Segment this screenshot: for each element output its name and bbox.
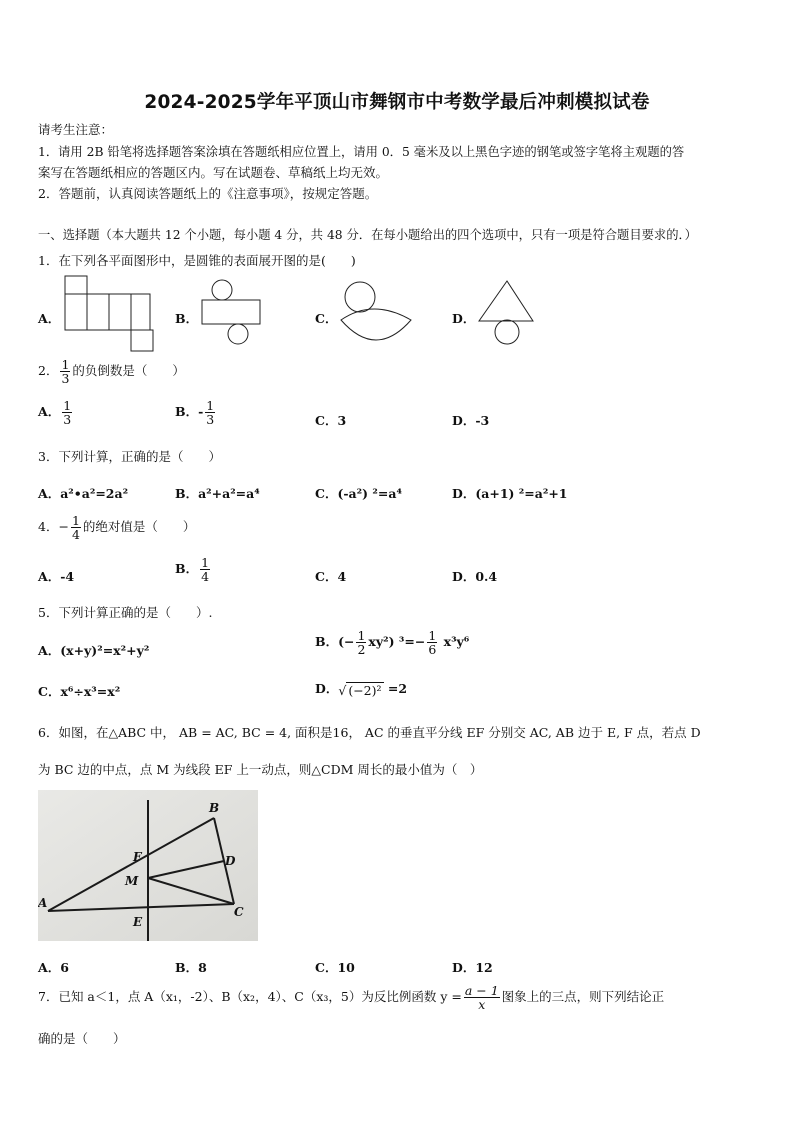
section-heading: 一、选择题（本大题共 12 个小题，每小题 4 分，共 48 分．在每小题给出的四个选项中，只有一项是符合题目要求的．） [38,228,697,242]
q6-option-c[interactable]: C．10 [315,960,355,975]
q5-d-prefix: D． [315,681,339,696]
question-1-stem: 1．在下列各平面图形中，是圆锥的表面展开图的是( ) [38,253,356,268]
q4-option-c[interactable]: C．4 [315,569,347,584]
question-6-line-2: 为 BC 边的中点，点 M 为线段 EF 上一动点，则△CDM 周长的最小值为（ ） [38,762,483,777]
q2-a-denominator: 3 [63,412,72,428]
q7-frac-denominator: x [478,997,486,1013]
q2-a-numerator: 1 [63,398,72,413]
q5-b-prefix: B．(− [315,634,355,650]
q6-label-c: C [234,905,244,919]
q2-option-c[interactable]: C．3 [315,413,347,428]
q5-option-d[interactable] [315,679,407,698]
question-5-stem: 5．下列计算正确的是（ ）. [38,605,213,620]
q4-b-numerator: 1 [201,555,210,570]
q4-number: 4． [38,519,59,535]
q1-option-a-label[interactable]: A． [38,311,61,326]
question-4-stem [38,514,195,541]
q4-option-a[interactable]: A．-4 [38,569,75,584]
q3-option-b[interactable]: B．a²+a²=a⁴ [175,486,260,501]
question-2-stem [38,358,185,385]
q5-b-suffix: x³y⁶ [439,634,470,650]
q6-label-a: A [38,896,48,910]
notice-line-1b: 案写在答题纸相应的答题区内。写在试题卷、草稿纸上均无效。 [38,165,389,180]
q5-option-a[interactable]: A．(x+y)²=x²+y² [38,643,150,658]
q6-option-a[interactable]: A．6 [38,960,69,975]
q2-stem-rest: 的负倒数是（ ） [72,363,185,379]
q3-option-d[interactable]: D．(a+1) ²=a²+1 [452,486,568,501]
q2-fraction [60,358,70,385]
q4-option-b[interactable] [175,556,212,583]
q2-option-a[interactable] [38,399,74,426]
q1-option-b-figure [198,278,264,346]
q2-option-b[interactable] [175,399,217,426]
question-3-stem: 3．下列计算，正确的是（ ） [38,449,221,464]
q4-option-d[interactable]: D．0.4 [452,569,498,584]
q5-b-middle: xy²) ³=− [368,634,426,650]
q4-b-denominator: 4 [201,569,210,585]
question-6-line-1: 6．如图，在△ABC 中， AB = AC, BC = 4, 面积是16， AC 的垂直平分线 EF 分别交 AC, AB 边于 E, F 点，若点 D [38,725,701,740]
q3-option-a[interactable]: A．a²•a²=2a² [38,486,129,501]
q6-label-d: D [225,854,236,868]
q6-figure [38,790,258,941]
q2-option-b-fraction [205,399,215,426]
question-7-line-1 [38,984,664,1011]
q2-option-d[interactable]: D．-3 [452,413,490,428]
notice-heading: 请考生注意： [38,122,114,137]
q5-b-numerator-1: 1 [357,628,366,643]
q4-stem-rest: 的绝对值是（ ） [82,519,196,535]
q2-frac-numerator: 1 [61,357,70,372]
q6-label-f: F [133,850,142,864]
q1-option-a-figure [62,274,154,354]
q2-b-denominator: 3 [206,412,215,428]
q7-prefix: 7．已知 a＜1，点 A（x₁，-2）、B（x₂，4）、C（x₃，5）为反比例函数 y = [38,989,462,1005]
q4-frac-numerator: 1 [71,513,80,528]
q6-option-b[interactable]: B．8 [175,960,207,975]
q5-option-b[interactable] [315,629,469,656]
q5-d-suffix: =2 [383,681,408,696]
q1-option-b-label[interactable]: B． [175,311,199,326]
q2-option-b-sign: - [198,404,204,420]
q3-option-c[interactable]: C．(-a²) ²=a⁴ [315,486,402,501]
q7-suffix: 图象上的三点，则下列结论正 [501,989,665,1005]
q6-label-e: E [133,915,143,929]
q4-option-b-fraction [200,556,210,583]
q5-option-c[interactable]: C．x⁶÷x³=x² [38,684,121,699]
q4-frac-denominator: 4 [71,527,80,543]
q5-b-denominator-1: 2 [357,642,366,658]
q6-label-b: B [209,801,220,815]
q2-option-b-label: B． [175,404,199,420]
q5-b-numerator-2: 1 [428,628,437,643]
q7-fraction [464,984,500,1011]
q4-fraction [71,514,81,541]
q2-b-numerator: 1 [206,398,215,413]
q5-d-sqrt [338,682,383,698]
q6-option-d[interactable]: D．12 [452,960,493,975]
notice-line-2: 2．答题前，认真阅读答题纸上的《注意事项》，按规定答题。 [38,186,378,201]
q2-number: 2． [38,363,59,379]
q6-label-m: M [125,874,139,888]
q2-frac-denominator: 3 [61,371,70,387]
q4-sign: − [58,519,69,535]
q2-option-a-fraction [62,399,72,426]
q1-option-d-figure [476,278,538,348]
q5-b-fraction-1 [356,629,366,656]
q5-b-fraction-2 [427,629,437,656]
q7-frac-numerator: a − 1 [464,983,499,998]
q4-option-b-label: B． [175,561,199,577]
question-7-line-2: 确的是（ ） [38,1031,126,1046]
q1-option-d-label[interactable]: D． [452,311,476,326]
q5-b-denominator-2: 6 [428,642,437,658]
q1-option-c-label[interactable]: C． [315,311,338,326]
q1-option-c-figure [338,280,418,348]
sqrt-sign-icon: √ [338,682,347,698]
page-title: 2024-2025学年平顶山市舞钢市中考数学最后冲刺模拟试卷 [144,92,650,113]
q5-d-radicand: (−2)² [348,682,382,698]
q2-option-a-label: A． [38,404,61,420]
notice-line-1: 1．请用 2B 铅笔将选择题答案涂填在答题纸相应位置上，请用 0．5 毫米及以上黑色字迹的钢笔或签字笔将主观题的答 [38,145,685,159]
